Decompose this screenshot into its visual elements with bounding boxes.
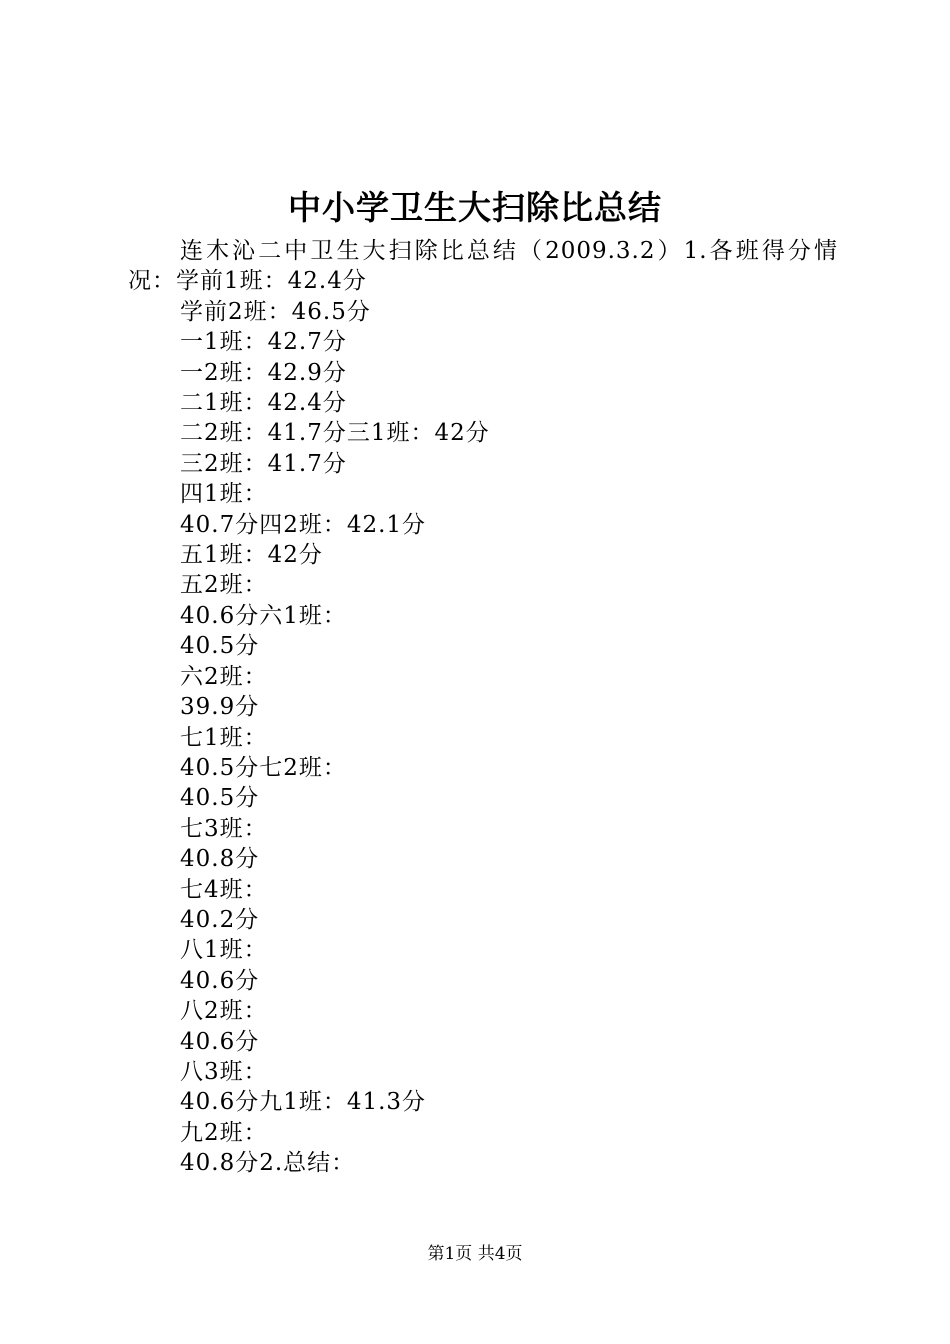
score-line: 40.5分七2班： — [180, 754, 347, 781]
score-line: 九2班： — [180, 1119, 268, 1146]
score-line: 七4班： — [180, 876, 268, 903]
score-line: 三2班：41.7分 — [180, 450, 347, 477]
document-title: 中小学卫生大扫除比总结 — [288, 188, 662, 227]
score-line: 40.6分 — [180, 967, 260, 994]
score-line: 40.8分2.总结： — [180, 1150, 356, 1177]
score-line: 39.9分 — [180, 694, 260, 721]
score-line: 40.2分 — [180, 906, 260, 933]
score-line: 一1班：42.7分 — [180, 329, 347, 356]
score-line: 八1班： — [180, 937, 268, 964]
score-line: 四1班： — [180, 481, 268, 508]
score-line: 40.8分 — [180, 846, 260, 873]
score-line: 40.5分 — [180, 785, 260, 812]
score-line: 五2班： — [180, 572, 268, 599]
intro-paragraph: 连木沁二中卫生大扫除比总结（2009.3.2）1.各班得分情况：学前1班：42.4分 — [128, 238, 838, 295]
score-line: 二2班：41.7分三1班：42分 — [180, 420, 490, 447]
score-line: 40.6分九1班：41.3分 — [180, 1089, 427, 1116]
score-line: 七1班： — [180, 724, 268, 751]
score-line: 40.6分六1班： — [180, 602, 347, 629]
page-footer: 第1页 共4页 — [427, 1244, 523, 1264]
score-line: 七3班： — [180, 815, 268, 842]
score-line: 40.5分 — [180, 633, 260, 660]
score-line: 一2班：42.9分 — [180, 359, 347, 386]
score-line: 二1班：42.4分 — [180, 390, 347, 417]
score-line: 40.7分四2班：42.1分 — [180, 511, 427, 538]
score-line: 八3班： — [180, 1058, 268, 1085]
score-line: 40.6分 — [180, 1028, 260, 1055]
score-line: 六2班： — [180, 663, 268, 690]
document-body — [128, 236, 838, 1179]
score-line: 八2班： — [180, 998, 268, 1025]
score-line: 五1班：42分 — [180, 542, 323, 569]
score-line: 学前2班：46.5分 — [180, 298, 371, 325]
